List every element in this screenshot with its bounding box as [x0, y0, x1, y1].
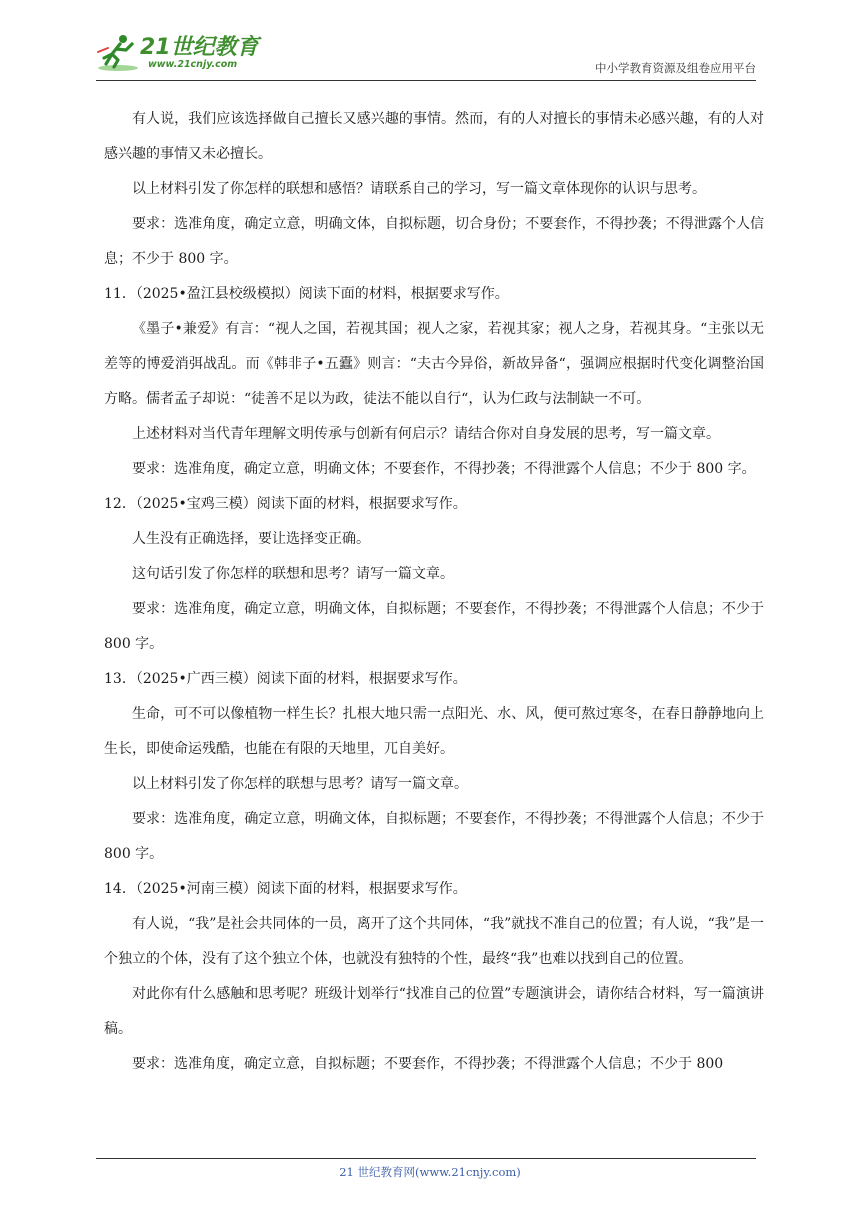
site-logo[interactable]	[96, 30, 266, 76]
paragraph: 以上材料引发了你怎样的联想和感悟？请联系自己的学习，写一篇文章体现你的认识与思考。	[132, 181, 706, 197]
paragraph: 要求：选准角度，确定立意，自拟标题；不要套作，不得抄袭；不得泄露个人信息；不少于 800	[132, 1056, 724, 1072]
question-heading: 14．（2025•河南三模）阅读下面的材料，根据要求写作。	[104, 881, 467, 897]
paragraph: 对此你有什么感触和思考呢？班级计划举行“找准自己的位置”专题演讲会，请你结合材料，写一篇演讲稿。	[104, 986, 764, 1037]
question-heading: 12．（2025•宝鸡三模）阅读下面的材料，根据要求写作。	[104, 496, 467, 512]
paragraph: 要求：选准角度，确定立意，明确文体；不要套作，不得抄袭；不得泄露个人信息；不少于 800 字。	[132, 461, 756, 477]
paragraph: 要求：选准角度，确定立意，明确文体，自拟标题；不要套作，不得抄袭；不得泄露个人信息；不少于 800 字。	[104, 811, 764, 862]
footer-divider	[96, 1158, 756, 1159]
paragraph: 生命，可不可以像植物一样生长？扎根大地只需一点阳光、水、风，便可熬过寒冬，在春日静静地向上生长，即使命运残酷，也能在有限的天地里，兀自美好。	[104, 706, 764, 757]
page-header	[96, 30, 756, 81]
logo-url-text: www.21cnjy.com	[148, 59, 238, 70]
question-heading: 11．（2025•盈江县校级模拟）阅读下面的材料，根据要求写作。	[104, 286, 509, 302]
paragraph: 这句话引发了你怎样的联想和思考？请写一篇文章。	[132, 566, 454, 582]
paragraph: 有人说，我们应该选择做自己擅长又感兴趣的事情。然而，有的人对擅长的事情未必感兴趣，有的人对感兴趣的事情又未必擅长。	[104, 111, 764, 162]
paragraph: 人生没有正确选择，要让选择变正确。	[132, 531, 370, 547]
logo-brand-text: 21世纪教育	[140, 35, 259, 60]
paragraph: 《墨子•兼爱》有言：“视人之国，若视其国；视人之家，若视其家；视人之身，若视其身。“主张以无差等的博爱消弭战乱。而《韩非子•五蠹》则言：“夫古今异俗，新故异备“，强调应根据时代变化调整治国方略。儒者孟子却说：“徒善不足以为政，徒法不能以自行“，认为仁政与法制缺一不可。	[104, 321, 764, 407]
paragraph: 要求：选准角度，确定立意，明确文体，自拟标题；不要套作，不得抄袭；不得泄露个人信息；不少于 800 字。	[104, 601, 764, 652]
page-footer[interactable]: 21 世纪教育网(www.21cnjy.com)	[339, 1165, 521, 1179]
paragraph: 上述材料对当代青年理解文明传承与创新有何启示？请结合你对自身发展的思考，写一篇文章。	[132, 426, 720, 442]
paragraph: 以上材料引发了你怎样的联想与思考？请写一篇文章。	[132, 776, 468, 792]
paragraph: 有人说，“我”是社会共同体的一员，离开了这个共同体，“我”就找不准自己的位置；有人说，“我”是一个独立的个体，没有了这个独立个体，也就没有独特的个性，最终“我”也难以找到自己的位置。	[104, 916, 764, 967]
paragraph: 要求：选准角度，确定立意，明确文体，自拟标题，切合身份；不要套作，不得抄袭；不得泄露个人信息；不少于 800 字。	[104, 216, 764, 267]
runner-logo-icon	[96, 32, 140, 72]
question-heading: 13．（2025•广西三模）阅读下面的材料，根据要求写作。	[104, 671, 467, 687]
document-body	[104, 102, 764, 1082]
platform-title: 中小学教育资源及组卷应用平台	[595, 61, 756, 75]
